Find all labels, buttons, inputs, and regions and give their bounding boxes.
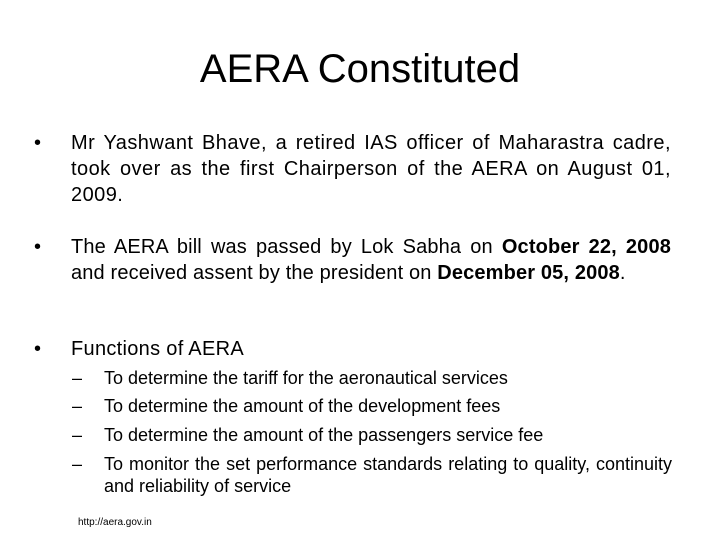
slide-title: AERA Constituted <box>199 47 521 91</box>
bullet-text-run: Mr Yashwant Bhave, a retired IAS officer of Maharastra cadre, took over as the first Chairperson of the AERA on August 01, 2009. <box>71 132 671 206</box>
bullet-text <box>71 234 671 286</box>
bullet-marker: • <box>34 338 42 360</box>
bullet-text-run: The AERA bill was passed by Lok Sabha on <box>71 236 502 258</box>
dash-marker: – <box>72 425 83 445</box>
dash-marker: – <box>72 396 83 416</box>
bullet-text-run: and received assent by the president on <box>71 262 438 284</box>
function-text: To determine the tariff for the aeronautical services <box>104 368 508 388</box>
function-text: To determine the amount of the passengers service fee <box>104 425 544 445</box>
bullet-text-run: . <box>619 262 626 284</box>
bullet-text <box>71 336 671 362</box>
bullet-marker: • <box>34 236 42 258</box>
bullet-text <box>71 130 671 208</box>
dash-marker: – <box>72 368 83 388</box>
dash-marker: – <box>72 454 83 474</box>
function-text: To monitor the set performance standards relating to quality, continuity and reliability of service <box>104 454 672 496</box>
footer-url: http://aera.gov.in <box>78 517 152 528</box>
bullet-text-bold-date: October 22, 2008 <box>501 236 671 258</box>
bullet-marker: • <box>34 132 42 154</box>
bullet-text-run: Functions of AERA <box>71 338 244 360</box>
function-text: To determine the amount of the development fees <box>104 396 501 416</box>
bullet-text-bold-date: December 05, 2008 <box>437 262 620 284</box>
